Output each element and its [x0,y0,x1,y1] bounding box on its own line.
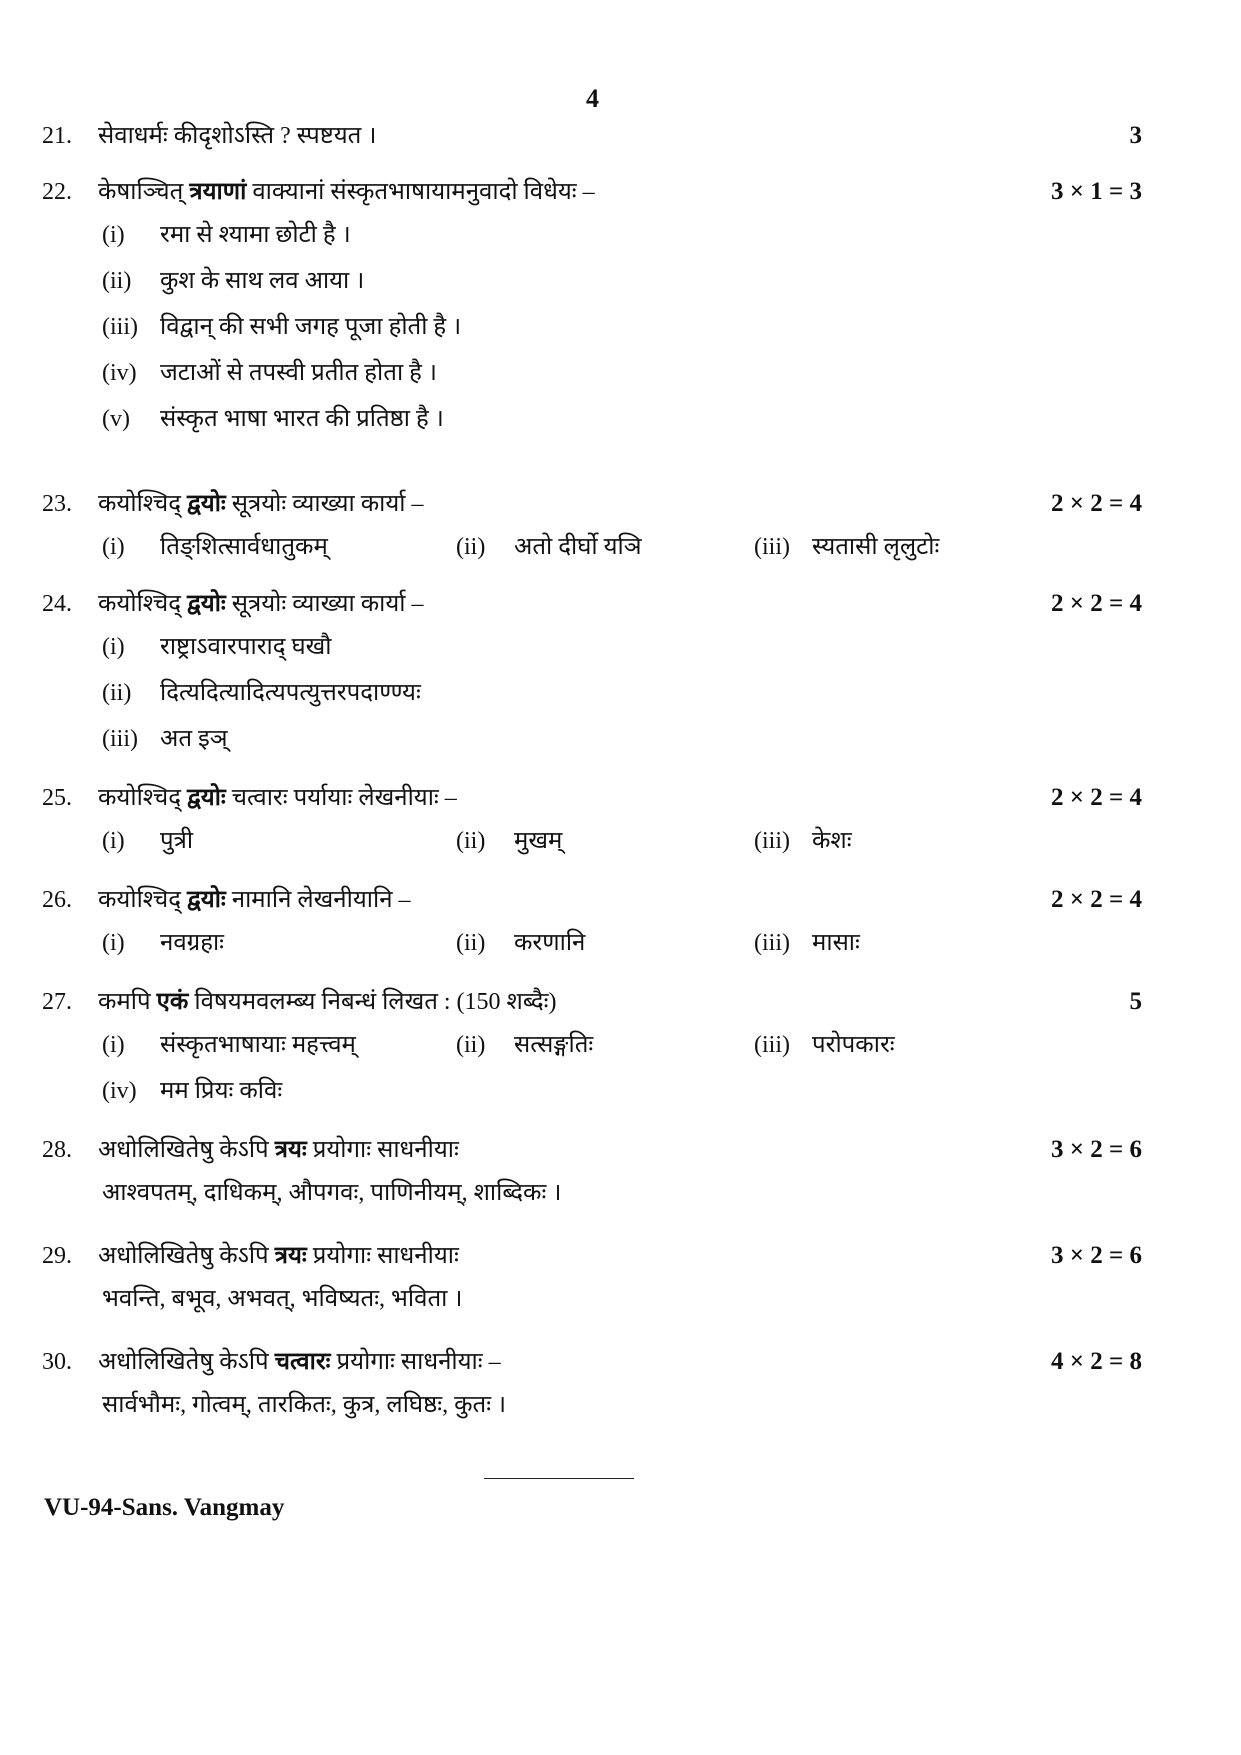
sub-item-text: संस्कृतभाषायाः महत्त्वम् [160,1032,356,1058]
question-text [98,1342,501,1382]
question-26 [42,880,1142,966]
sub-item [456,920,585,966]
sub-item-row [42,920,1142,966]
sub-item-label: (ii) [102,680,132,706]
sub-item [42,350,1142,396]
sub-item [42,212,1142,258]
sub-item-label: (v) [102,406,130,432]
question-word-list: सार्वभौमः, गोत्वम्, तारकितः, कुत्र, लघिष्ठः, कुतः । [102,1392,507,1418]
sub-item-label: (iii) [754,534,790,560]
question-marks: 4 × 2 = 8 [1051,1348,1142,1375]
sub-item-label: (iii) [754,828,790,854]
question-text-post: विषयमवलम्ब्य निबन्धं लिखत : (150 शब्दैः) [194,989,557,1015]
question-28 [42,1130,1142,1216]
question-number: 26. [42,887,72,913]
question-marks: 2 × 2 = 4 [1051,590,1142,617]
sub-item [42,258,1142,304]
question-text-post: नामानि लेखनीयानि – [231,887,411,913]
question-number: 25. [42,785,72,811]
sub-item-label: (i) [102,930,125,956]
question-number: 28. [42,1137,72,1163]
sub-item-text: सत्सङ्गतिः [514,1032,594,1058]
sub-item-text: तिङ्शित्सार्वधातुकम् [160,534,328,560]
sub-item [754,1022,895,1068]
sub-item-label: (iv) [102,1078,137,1104]
question-marks: 3 × 2 = 6 [1051,1242,1142,1269]
sub-item-row [42,1022,1142,1068]
sub-item-label: (iii) [102,314,138,340]
page-number: 4 [586,84,599,113]
question-text-post: सूत्रयोः व्याख्या कार्या – [231,591,424,617]
sub-item-label: (iii) [754,930,790,956]
question-text-pre: अधोलिखितेषु केऽपि [98,1137,269,1163]
sub-item-text: पुत्री [160,828,194,854]
question-24 [42,584,1142,762]
question-text-post: प्रयोगाः साधनीयाः [312,1137,459,1163]
question-text-post: सूत्रयोः व्याख्या कार्या – [231,491,424,517]
sub-item [754,524,939,570]
sub-item [42,304,1142,350]
sub-item [754,920,860,966]
question-text-emphasis: चत्वारः [274,1349,331,1375]
question-text-emphasis: द्वयोः [186,591,226,617]
sub-item [42,396,1142,442]
question-text-pre: कयोश्चिद् [98,591,181,617]
question-text-pre: कमपि [98,989,151,1015]
sub-item [102,818,193,864]
question-29 [42,1236,1142,1322]
question-number: 29. [42,1243,72,1269]
sub-item-label: (ii) [456,1032,486,1058]
question-text [98,778,457,818]
sub-item-text: स्यतासी लृलुटोः [812,534,940,560]
sub-item-text: संस्कृत भाषा भारत की प्रतिष्ठा है । [160,406,444,432]
question-text [98,484,424,524]
question-text-emphasis: द्वयोः [186,785,226,811]
question-23 [42,484,1142,570]
question-text-emphasis: त्रयाणां [189,179,247,205]
question-text [98,880,411,920]
sub-item [102,524,328,570]
question-text: सेवाधर्मः कीदृशोऽस्ति ? स्पष्टयत । [98,123,377,149]
sub-item [456,818,562,864]
sub-item-text: राष्ट्राऽवारपाराद् घखौ [160,634,332,660]
question-text-pre: अधोलिखितेषु केऽपि [98,1349,269,1375]
sub-item-text: कुश के साथ लव आया । [160,268,365,294]
sub-item-text: जटाओं से तपस्वी प्रतीत होता है । [160,360,438,386]
sub-item-text: करणानि [514,930,586,956]
question-25 [42,778,1142,864]
sub-item-label: (iv) [102,360,137,386]
question-text-emphasis: त्रयः [274,1137,307,1163]
question-text-pre: अधोलिखितेषु केऽपि [98,1243,269,1269]
sub-item-label: (ii) [456,828,486,854]
question-text-post: चत्वारः पर्यायाः लेखनीयाः – [231,785,457,811]
sub-item-row [42,1068,1142,1114]
question-text [98,982,556,1022]
question-text-post: प्रयोगाः साधनीयाः [312,1243,459,1269]
question-text-emphasis: त्रयः [274,1243,307,1269]
sub-item-row [42,818,1142,864]
question-text [98,1236,459,1276]
sub-item-label: (ii) [102,268,132,294]
question-number: 23. [42,491,72,517]
sub-item-text: रमा से श्यामा छोटी है । [160,222,351,248]
question-22 [42,172,1142,442]
sub-item-text: मम प्रियः कविः [160,1078,283,1104]
question-text-pre: कयोश्चिद् [98,785,181,811]
question-text [98,172,595,212]
sub-item-text: मुखम् [514,828,563,854]
sub-item [42,624,1142,670]
sub-item-label: (ii) [456,534,486,560]
end-divider [484,1478,634,1479]
sub-item-text: केशः [812,828,852,854]
sub-item-text: विद्वान् की सभी जगह पूजा होती है । [160,314,462,340]
question-21 [42,116,1142,156]
sub-item-text: नवग्रहाः [160,930,225,956]
sub-item-label: (i) [102,534,125,560]
question-marks: 3 [1129,122,1142,149]
sub-item-label: (i) [102,634,125,660]
question-text-pre: केषाञ्चित् [98,179,184,205]
question-text [98,584,424,624]
sub-item-text: अत इञ् [160,726,228,752]
question-27 [42,982,1142,1114]
question-text-post: प्रयोगाः साधनीयाः – [336,1349,501,1375]
question-marks: 5 [1129,988,1142,1015]
question-word-list: आश्वपतम्, दाधिकम्, औपगवः, पाणिनीयम्, शाब्दिकः । [102,1180,562,1206]
sub-item-label: (ii) [456,930,486,956]
question-text [98,1130,459,1170]
sub-item [42,670,1142,716]
question-word-list: भवन्ति, बभूव, अभवत्, भविष्यतः, भविता । [102,1286,463,1312]
sub-item-label: (iii) [102,726,138,752]
question-number: 22. [42,179,72,205]
question-text-emphasis: द्वयोः [186,887,226,913]
question-text-emphasis: एकं [156,989,189,1015]
sub-item-text: अतो दीर्घो यञि [514,534,642,560]
question-marks: 3 × 1 = 3 [1051,178,1142,205]
question-marks: 2 × 2 = 4 [1051,784,1142,811]
sub-item-label: (i) [102,1032,125,1058]
sub-item-row [42,524,1142,570]
question-number: 21. [42,123,72,149]
sub-item [456,1022,593,1068]
sub-item [102,920,224,966]
question-text-post: वाक्यानां संस्कृतभाषायामनुवादो विधेयः – [252,179,595,205]
sub-item-text: परोपकारः [812,1032,895,1058]
sub-item [102,1068,282,1114]
sub-item-label: (i) [102,828,125,854]
paper-code: VU-94-Sans. Vangmay [44,1494,285,1521]
sub-item [102,1022,356,1068]
sub-item [456,524,642,570]
question-marks: 2 × 2 = 4 [1051,886,1142,913]
question-30 [42,1342,1142,1428]
question-number: 30. [42,1349,72,1375]
question-marks: 3 × 2 = 6 [1051,1136,1142,1163]
question-number: 27. [42,989,72,1015]
question-number: 24. [42,591,72,617]
sub-item [42,716,1142,762]
sub-item-text: दित्यदित्यादित्यपत्युत्तरपदाण्ण्यः [160,680,421,706]
sub-item-label: (i) [102,222,125,248]
sub-item [754,818,852,864]
sub-item-text: मासाः [812,930,860,956]
question-text-emphasis: द्वयोः [186,491,226,517]
sub-item-label: (iii) [754,1032,790,1058]
question-marks: 2 × 2 = 4 [1051,490,1142,517]
question-text-pre: कयोश्चिद् [98,887,181,913]
question-text-pre: कयोश्चिद् [98,491,181,517]
